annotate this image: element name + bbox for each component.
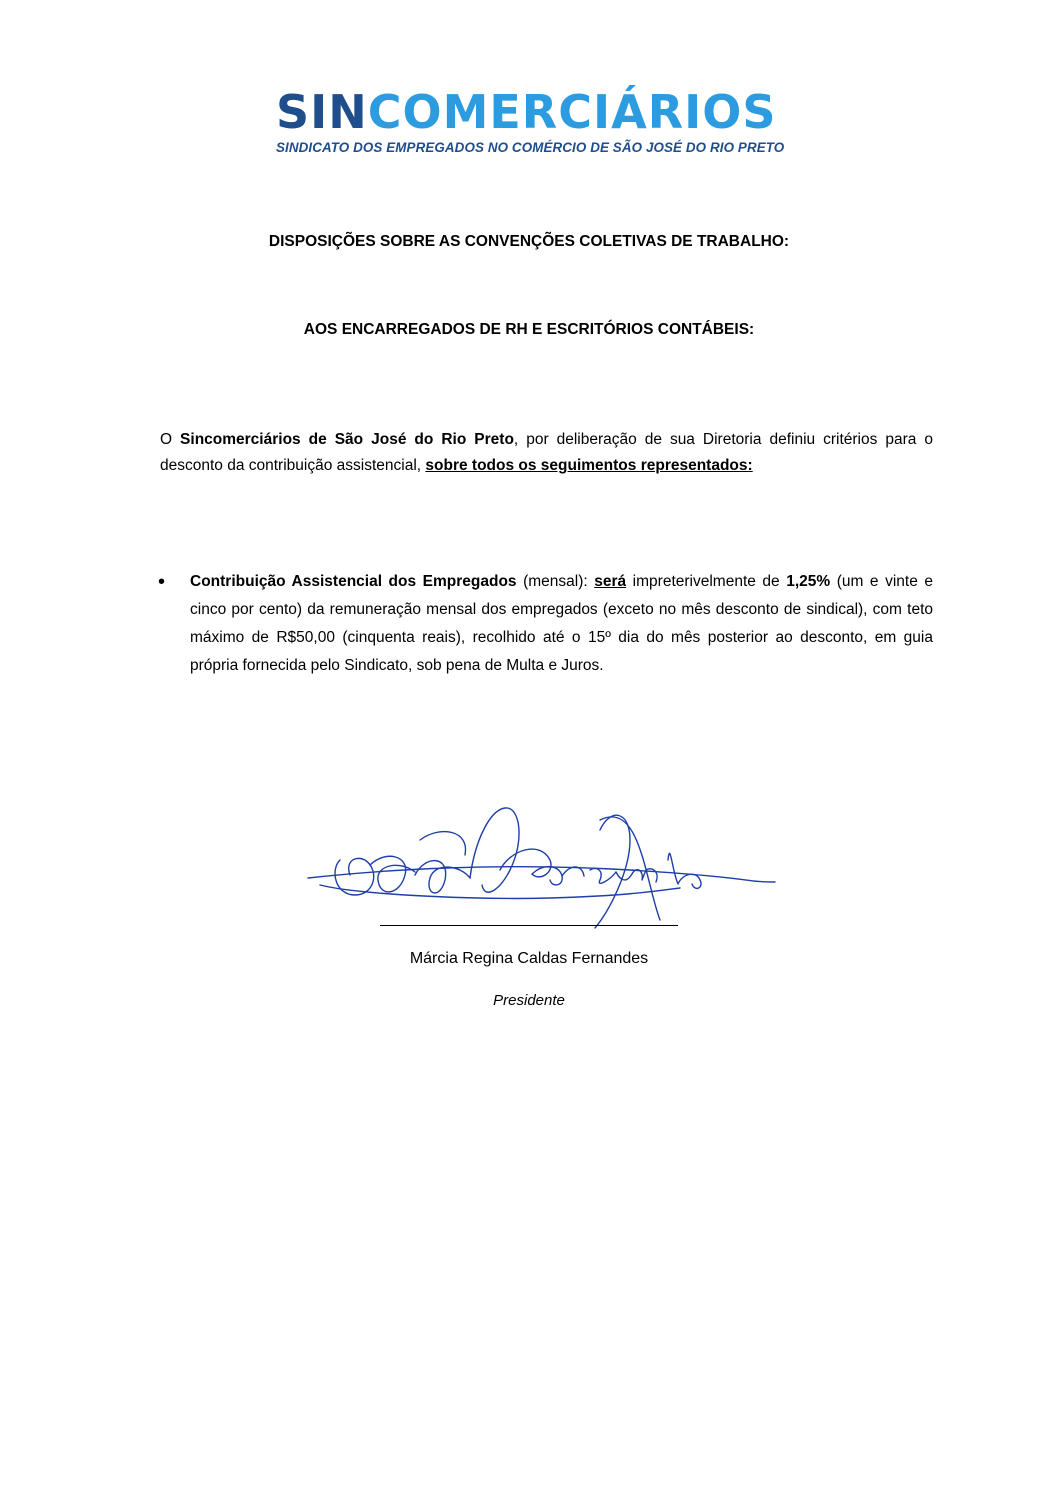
intro-prefix: O: [160, 431, 181, 448]
logo-wordmark-sin: SIN: [276, 85, 368, 139]
heading-encarregados: AOS ENCARREGADOS DE RH E ESCRITÓRIOS CONTÁBEIS:: [303, 321, 755, 338]
intro-org-name: Sincomerciários de São José do Rio Preto: [180, 431, 514, 448]
bullet-after-title: (mensal):: [516, 573, 595, 590]
bullet-title: Contribuição Assistencial dos Empregados: [190, 573, 517, 590]
signer-name: Márcia Regina Caldas Fernandes: [409, 950, 649, 967]
logo-subtitle: SINDICATO DOS EMPREGADOS NO COMÉRCIO DE SÃO JOSÉ DO RIO PRETO: [276, 140, 785, 155]
bullet-text-2: (um e vinte e cinco por cento) da remuneração mensal dos empregados (exceto no mês desconto de sindical), com teto máximo de R$50,00 (cinquenta reais), recolhido até o 15º dia do mês posterior ao desconto, em guia própria fornecida pelo Sindicato, sob pena de Multa e Juros.: [190, 573, 933, 674]
sincomerciarios-logo: [262, 86, 802, 166]
intro-paragraph: [160, 427, 933, 479]
logo-wordmark: [276, 86, 776, 138]
heading-disposicoes: DISPOSIÇÕES SOBRE AS CONVENÇÕES COLETIVAS DE TRABALHO:: [268, 233, 790, 250]
bullet-marker: •: [158, 571, 166, 593]
intro-middle: , por deliberação de sua Diretoria definiu critérios para o desconto da contribuição assistencial,: [160, 431, 933, 474]
intro-segments: sobre todos os seguimentos representados:: [425, 457, 753, 474]
logo-wordmark-comerciarios: COMERCIÁRIOS: [367, 85, 777, 139]
signer-role: Presidente: [493, 992, 565, 1009]
bullet-contribution-text: [190, 568, 933, 680]
signature-line: [380, 925, 678, 926]
bullet-percent: 1,25%: [786, 573, 831, 590]
handwritten-signature: [300, 800, 780, 935]
bullet-text-1: impreterivelmente de: [626, 573, 787, 590]
bullet-sera: será: [594, 573, 627, 590]
